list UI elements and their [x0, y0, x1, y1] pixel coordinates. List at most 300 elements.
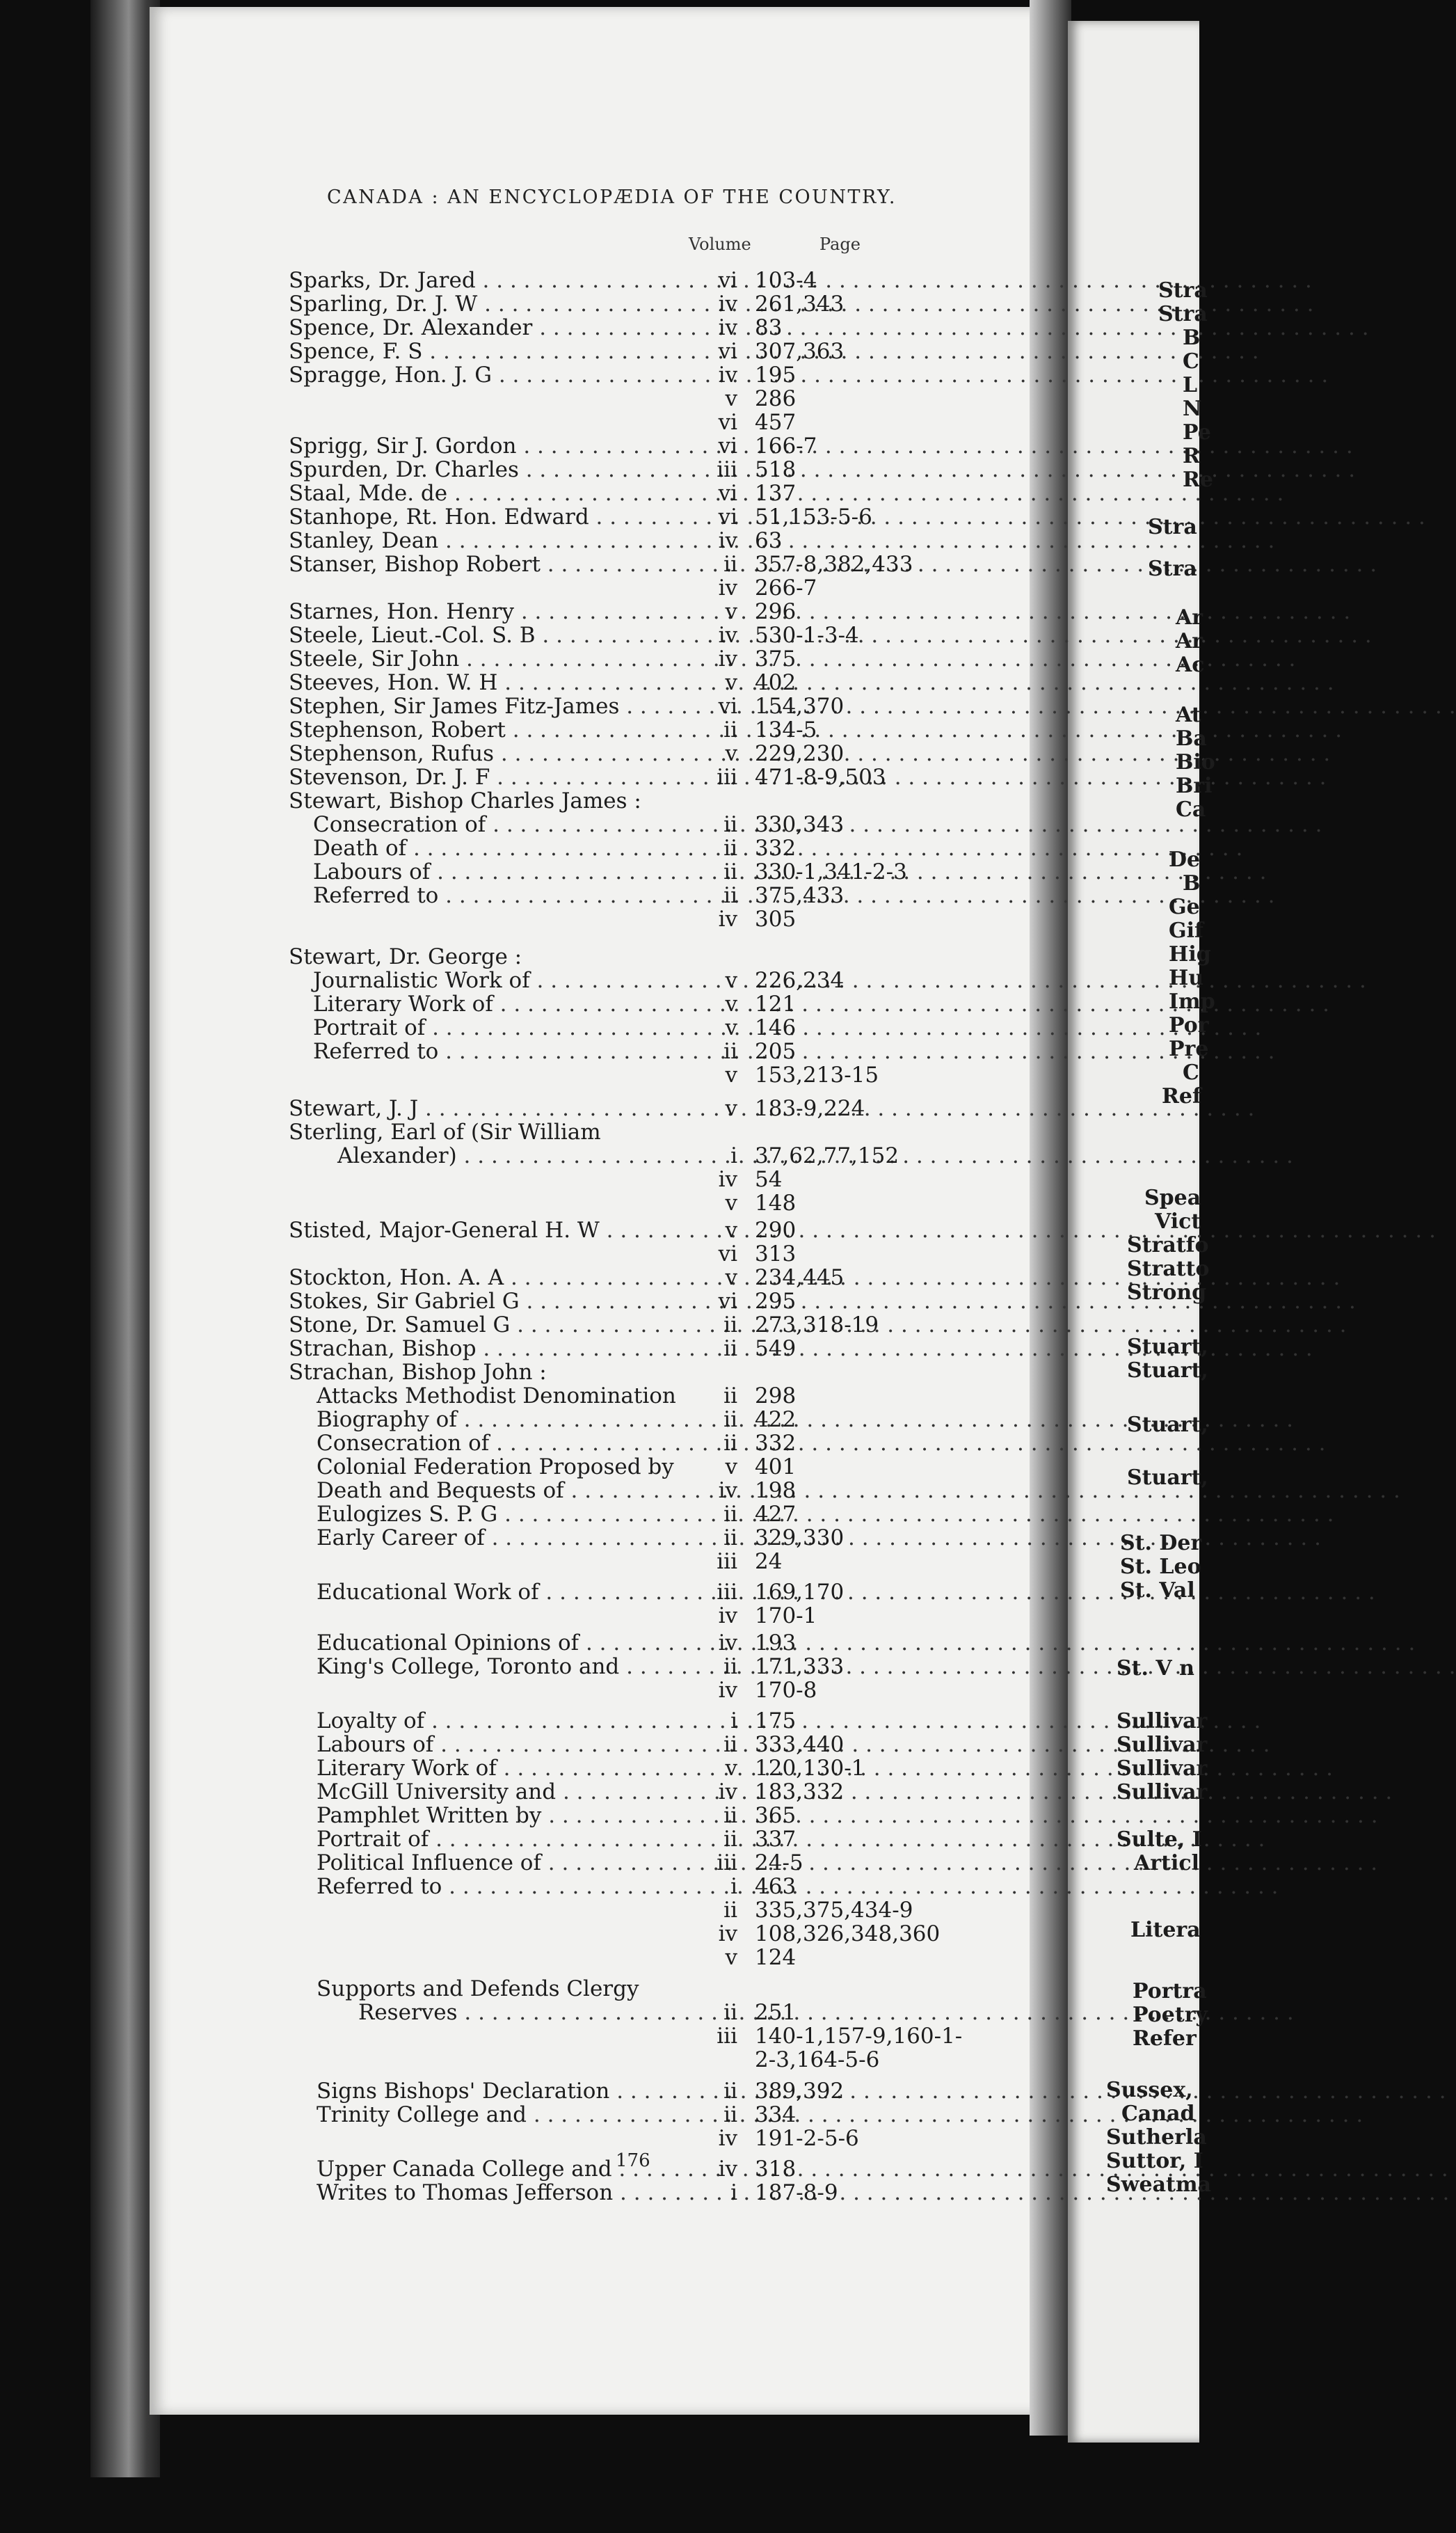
entry-pages: 175 [755, 1708, 797, 1733]
index-entry-row [0, 1407, 1043, 1432]
entry-name: Stevenson, Dr. J. F . . . [289, 765, 685, 790]
right-page-fragment: Pe [1183, 420, 1211, 445]
index-entry-row [0, 2000, 1043, 2025]
entry-volume: v [725, 1096, 737, 1121]
entry-pages: 333,440 [755, 1732, 845, 1757]
entry-name: Pamphlet Written by . . . [317, 1803, 685, 1828]
entry-volume: vi [718, 1241, 737, 1266]
entry-pages: 286 [755, 386, 797, 411]
entry-volume: v [725, 599, 737, 624]
index-entry-row [0, 2024, 1043, 2049]
entry-pages: 171,333 [755, 1654, 845, 1679]
entry-volume: i [730, 2180, 737, 2205]
entry-volume: ii [723, 1039, 737, 1064]
index-entry-row [0, 2102, 1043, 2127]
entry-name: Starnes, Hon. Henry . . . [289, 599, 685, 624]
index-entry-row [0, 1945, 1043, 1970]
entry-pages: 530-1-3-4 [755, 623, 859, 648]
entry-volume: vi [718, 481, 737, 506]
entry-volume: ii [723, 812, 737, 837]
entry-pages: 334 [755, 2102, 797, 2127]
index-entry-row [0, 481, 1043, 506]
entry-pages: 307,363 [755, 339, 845, 364]
index-entry-row [0, 363, 1043, 388]
right-page-fragment: N [1183, 397, 1202, 421]
index-entry-row [0, 2180, 1043, 2205]
entry-volume: v [725, 670, 737, 695]
entry-pages: 518 [755, 457, 797, 482]
index-entry-row [0, 505, 1043, 530]
entry-volume: i [730, 1708, 737, 1733]
index-entry-row [0, 2157, 1043, 2182]
entry-volume: v [725, 1191, 737, 1216]
right-page-fragment: Ca [1176, 797, 1206, 822]
entry-volume: ii [723, 1312, 737, 1337]
entry-volume: iv [718, 2157, 737, 2182]
entry-volume: ii [723, 1336, 737, 1361]
right-page-fragment: Articl [1134, 1851, 1199, 1875]
right-page-fragment: St. Der [1120, 1531, 1202, 1555]
entry-volume: v [725, 1265, 737, 1290]
index-entry-row [0, 859, 1043, 884]
entry-name: Steele, Sir John . . . [289, 646, 685, 672]
right-page-fragment: Stuart, [1127, 1466, 1208, 1490]
entry-pages: 195 [755, 363, 797, 388]
entry-pages: 2-3,164-5-6 [755, 2047, 880, 2072]
index-entry-row [0, 1312, 1043, 1337]
right-page-fragment: Sulte, I [1117, 1827, 1202, 1852]
entry-volume: ii [723, 1803, 737, 1828]
entry-pages: 332 [755, 1431, 797, 1456]
entry-volume: ii [723, 1502, 737, 1527]
entry-name: Strachan, Bishop . . . [289, 1336, 685, 1361]
entry-volume: iv [718, 907, 737, 932]
index-entry-row [0, 1143, 1043, 1168]
entry-name: Sterling, Earl of (Sir William [289, 1120, 601, 1145]
entry-volume: v [725, 992, 737, 1017]
entry-pages: 330-1,341-2-3 [755, 859, 907, 884]
page-number: 176 [616, 2150, 650, 2171]
entry-volume: ii [723, 717, 737, 743]
entry-pages: 329,330 [755, 1525, 845, 1550]
entry-pages: 318 [755, 2157, 797, 2182]
entry-pages: 298 [755, 1383, 797, 1408]
entry-volume: v [725, 1063, 737, 1088]
entry-pages: 153,213-15 [755, 1063, 879, 1088]
index-entry-row [0, 1976, 1043, 2001]
index-entry-row [0, 1827, 1043, 1852]
right-page-fragment: C [1183, 1061, 1199, 1085]
index-entry-row [0, 1654, 1043, 1679]
index-entry-row [0, 717, 1043, 743]
right-page-fragment: Ge [1169, 895, 1200, 919]
index-entry-row [0, 434, 1043, 459]
entry-volume: i [730, 1874, 737, 1899]
entry-volume: v [725, 1945, 737, 1970]
index-entry-row [0, 1289, 1043, 1314]
entry-volume: vi [718, 434, 737, 459]
entry-volume: i [730, 1143, 737, 1168]
index-entry-row [0, 694, 1043, 719]
index-entry-row [0, 1756, 1043, 1781]
entry-pages: 146 [755, 1015, 797, 1040]
index-entry-row [0, 2126, 1043, 2151]
entry-volume: ii [723, 859, 737, 884]
index-entry-row [0, 1265, 1043, 1290]
entry-pages: 37,62,77,152 [755, 1143, 899, 1168]
index-entry-row [0, 292, 1043, 317]
index-entry-row [0, 1779, 1043, 1804]
index-entry-row [0, 1898, 1043, 1923]
entry-pages: 187-8-9 [755, 2180, 838, 2205]
column-header-volume: Volume [689, 235, 751, 254]
right-page-fragment: Stra [1158, 278, 1208, 303]
entry-pages: 63 [755, 528, 783, 553]
right-page-fragment: At [1176, 703, 1201, 727]
entry-volume: iv [718, 575, 737, 601]
entry-volume: ii [723, 1654, 737, 1679]
index-entry-row [0, 575, 1043, 601]
right-page-fragment: Poetry [1133, 2003, 1208, 2027]
right-page-fragment: Refer [1133, 2026, 1197, 2051]
index-entry-row [0, 457, 1043, 482]
entry-pages: 332 [755, 836, 797, 861]
right-page-fragment: Gif [1169, 919, 1203, 943]
right-page-fragment: Hu [1169, 966, 1204, 990]
index-entry-row [0, 1218, 1043, 1243]
entry-name: Early Career of . . . [317, 1525, 685, 1550]
index-entry-row [0, 623, 1043, 648]
entry-name: Staal, Mde. de . . . [289, 481, 685, 506]
right-page-fragment: Stra [1148, 557, 1197, 581]
entry-name: Portrait of . . . [313, 1015, 685, 1040]
right-page-fragment: St. V n [1117, 1656, 1194, 1681]
entry-name: Stanley, Dean . . . [289, 528, 685, 553]
right-page-fragment: Spea [1144, 1186, 1201, 1210]
entry-volume: iv [718, 646, 737, 672]
entry-pages: 290 [755, 1218, 797, 1243]
index-entry-row [0, 410, 1043, 435]
entry-volume: ii [723, 883, 737, 908]
entry-pages: 103-4 [755, 268, 817, 293]
entry-pages: 24 [755, 1549, 783, 1574]
entry-pages: 427 [755, 1502, 797, 1527]
entry-pages: 273,318-19 [755, 1312, 879, 1337]
right-page-fragment: Ac [1176, 653, 1205, 677]
entry-pages: 120,130-1 [755, 1756, 865, 1781]
entry-name: Consecration of . . . [313, 812, 685, 837]
entry-volume: v [725, 968, 737, 993]
entry-pages: 54 [755, 1167, 783, 1192]
entry-name: Strachan, Bishop John : [289, 1360, 547, 1385]
right-page-fragment: Hig [1169, 942, 1211, 967]
index-entry-row [0, 907, 1043, 932]
entry-name: Educational Work of . . . [317, 1580, 685, 1605]
entry-pages: 51,153-5-6 [755, 505, 872, 530]
entry-name: Literary Work of . . . [313, 992, 685, 1017]
index-entry-row [0, 268, 1043, 293]
entry-name: Stokes, Sir Gabriel G . . . [289, 1289, 685, 1314]
entry-volume: iii [717, 1580, 737, 1605]
index-entry-row [0, 1431, 1043, 1456]
index-entry-row [0, 1708, 1043, 1733]
index-entry-row [0, 315, 1043, 340]
entry-name: Colonial Federation Proposed by [317, 1454, 674, 1479]
index-entry-row [0, 599, 1043, 624]
index-entry-row [0, 1063, 1043, 1088]
right-page-fragment: Re [1183, 468, 1214, 492]
entry-pages: 549 [755, 1336, 797, 1361]
index-entry-row [0, 670, 1043, 695]
right-page-fragment: Strong [1127, 1280, 1207, 1305]
index-entry-row [0, 1191, 1043, 1216]
entry-name: King's College, Toronto and . . . [317, 1654, 685, 1679]
right-page-fragment: Ba [1176, 726, 1207, 751]
entry-name: Stephenson, Robert . . . [289, 717, 685, 743]
entry-name: Portrait of . . . [317, 1827, 685, 1852]
entry-name: Biography of . . . [317, 1407, 685, 1432]
right-page-fragment: Stratto [1127, 1257, 1210, 1281]
index-entry-row [0, 1039, 1043, 1064]
entry-volume: vi [718, 268, 737, 293]
entry-volume: iv [718, 315, 737, 340]
entry-name: Spence, Dr. Alexander . . . [289, 315, 685, 340]
index-entry-row [0, 386, 1043, 411]
entry-name: Labours of . . . [313, 859, 685, 884]
index-entry-row [0, 528, 1043, 553]
index-entry-row [0, 1525, 1043, 1550]
entry-name: Educational Opinions of . . . [317, 1630, 685, 1655]
entry-name: Stewart, Bishop Charles James : [289, 788, 641, 813]
index-entry-row [0, 741, 1043, 766]
right-page-fragment: Sullivar [1117, 1780, 1208, 1804]
entry-volume: iii [717, 1850, 737, 1875]
entry-volume: iii [717, 765, 737, 790]
entry-volume: iv [718, 1678, 737, 1703]
entry-pages: 191-2-5-6 [755, 2126, 859, 2151]
index-entry-row [0, 1454, 1043, 1479]
entry-name: Eulogizes S. P. G . . . [317, 1502, 685, 1527]
entry-name: Labours of . . . [317, 1732, 685, 1757]
entry-pages: 148 [755, 1191, 797, 1216]
index-entry-row [0, 883, 1043, 908]
entry-volume: ii [723, 552, 737, 577]
right-page-fragment: L [1183, 373, 1198, 397]
entry-name: Steele, Lieut.-Col. S. B . . . [289, 623, 685, 648]
index-entry-row [0, 646, 1043, 672]
entry-pages: 205 [755, 1039, 797, 1064]
entry-volume: v [725, 1756, 737, 1781]
entry-volume: ii [723, 1732, 737, 1757]
entry-name: Supports and Defends Clergy [317, 1976, 639, 2001]
entry-volume: iv [718, 292, 737, 317]
index-entry-row [0, 1096, 1043, 1121]
entry-volume: ii [723, 836, 737, 861]
entry-pages: 375 [755, 646, 797, 672]
entry-volume: vi [718, 505, 737, 530]
entry-volume: ii [723, 1827, 737, 1852]
right-page-fragment: C [1183, 349, 1199, 374]
entry-name: Upper Canada College and . . . [317, 2157, 685, 2182]
entry-name: Reserves . . . [358, 2000, 685, 2025]
right-page-fragment: Stratfo [1127, 1233, 1209, 1257]
entry-name: Stephenson, Rufus . . . [289, 741, 685, 766]
index-entry-row [0, 1803, 1043, 1828]
entry-pages: 134-5 [755, 717, 817, 743]
right-page-fragment: Stuart, [1127, 1335, 1208, 1359]
index-entry-row [0, 1874, 1043, 1899]
entry-volume: iv [718, 363, 737, 388]
entry-volume: iv [718, 1167, 737, 1192]
right-page-fragment: Stuart, [1127, 1413, 1208, 1437]
index-entry-row [0, 1360, 1043, 1385]
entry-volume: iv [718, 1603, 737, 1628]
entry-pages: 24-5 [755, 1850, 803, 1875]
entry-name: Stanhope, Rt. Hon. Edward . . . [289, 505, 685, 530]
index-entry-row [0, 1630, 1043, 1655]
entry-name: Spence, F. S . . . [289, 339, 685, 364]
entry-name: Death and Bequests of . . . [317, 1478, 685, 1503]
index-entry-row [0, 1336, 1043, 1361]
entry-volume: iv [718, 1921, 737, 1946]
entry-volume: vi [718, 410, 737, 435]
entry-pages: 457 [755, 410, 797, 435]
index-entry-row [0, 1383, 1043, 1408]
entry-name: Attacks Methodist Denomination [317, 1383, 676, 1408]
entry-volume: ii [723, 1431, 737, 1456]
index-entry-row [0, 1603, 1043, 1628]
right-page-fragment: Canad [1121, 2102, 1195, 2126]
entry-pages: 170-8 [755, 1678, 817, 1703]
index-entry-row [0, 992, 1043, 1017]
entry-name: McGill University and . . . [317, 1779, 685, 1804]
entry-pages: 375,433 [755, 883, 845, 908]
index-entry-row [0, 2047, 1043, 2072]
entry-name: Stewart, Dr. George : [289, 944, 522, 969]
entry-name: Loyalty of . . . [317, 1708, 685, 1733]
right-page-fragment: Bio [1176, 750, 1215, 775]
index-entry-row [0, 1580, 1043, 1605]
entry-pages: 193 [755, 1630, 797, 1655]
entry-pages: 169,170 [755, 1580, 845, 1605]
entry-pages: 296 [755, 599, 797, 624]
entry-name: Stephen, Sir James Fitz-James . . . [289, 694, 685, 719]
entry-name: Referred to . . . [313, 1039, 685, 1064]
right-page-fragment: Litera [1130, 1918, 1201, 1942]
entry-pages: 313 [755, 1241, 797, 1266]
entry-name: Sparks, Dr. Jared . . . [289, 268, 685, 293]
entry-pages: 401 [755, 1454, 797, 1479]
index-entry-row [0, 812, 1043, 837]
entry-pages: 295 [755, 1289, 797, 1314]
entry-pages: 137 [755, 481, 797, 506]
entry-volume: v [725, 1218, 737, 1243]
entry-pages: 121 [755, 992, 797, 1017]
right-page-fragment: Imp [1169, 990, 1215, 1014]
entry-volume: v [725, 1454, 737, 1479]
entry-volume: iii [717, 1549, 737, 1574]
entry-volume: iv [718, 623, 737, 648]
index-entry-row [0, 836, 1043, 861]
right-page-fragment: Sweatma [1106, 2173, 1212, 2197]
index-entry-row [0, 1015, 1043, 1040]
entry-pages: 330,343 [755, 812, 845, 837]
index-entry-row [0, 1241, 1043, 1266]
entry-pages: 251 [755, 2000, 797, 2025]
right-page-fragment: De [1169, 848, 1201, 872]
right-page-fragment: Sullivar [1117, 1709, 1208, 1733]
index-entry-row [0, 1732, 1043, 1757]
entry-volume: v [725, 741, 737, 766]
entry-pages: 422 [755, 1407, 797, 1432]
entry-name: Signs Bishops' Declaration . . . [317, 2079, 685, 2104]
entry-volume: v [725, 1015, 737, 1040]
entry-volume: ii [723, 2000, 737, 2025]
entry-name: Stisted, Major-General H. W . . . [289, 1218, 685, 1243]
entry-pages: 471-8-9,503 [755, 765, 886, 790]
right-page-fragment: Por [1169, 1013, 1209, 1038]
entry-volume: vi [718, 1289, 737, 1314]
index-entry-row [0, 765, 1043, 790]
entry-volume: iii [717, 2024, 737, 2049]
entry-name: Spragge, Hon. J. G . . . [289, 363, 685, 388]
entry-pages: 124 [755, 1945, 797, 1970]
entry-pages: 463 [755, 1874, 797, 1899]
right-page-fragment: Suttor, I [1106, 2149, 1203, 2173]
right-page-fragment: Ref [1162, 1084, 1201, 1109]
entry-name: Referred to . . . [317, 1874, 685, 1899]
index-entry-row [0, 339, 1043, 364]
right-page-fragment: Vict [1155, 1209, 1201, 1234]
column-header-page: Page [819, 235, 861, 254]
index-entry-row [0, 1478, 1043, 1503]
entry-pages: 198 [755, 1478, 797, 1503]
index-entry-row [0, 2079, 1043, 2104]
entry-pages: 337 [755, 1827, 797, 1852]
entry-volume: ii [723, 1525, 737, 1550]
index-entry-row [0, 1850, 1043, 1875]
entry-name: Consecration of . . . [317, 1431, 685, 1456]
entry-name: Death of . . . [313, 836, 685, 861]
entry-volume: v [725, 386, 737, 411]
right-page-fragment: Sutherla [1106, 2125, 1207, 2150]
right-page-fragment: Portra [1133, 1979, 1207, 2003]
entry-pages: 83 [755, 315, 783, 340]
index-entry-row [0, 1502, 1043, 1527]
entry-volume: ii [723, 2102, 737, 2127]
entry-volume: iv [718, 1478, 737, 1503]
right-page-fragment: Ar [1176, 629, 1203, 653]
entry-name: Writes to Thomas Jefferson . . . [317, 2180, 685, 2205]
entry-pages: 402 [755, 670, 797, 695]
entry-name: Stockton, Hon. A. A . . . [289, 1265, 685, 1290]
entry-volume: iv [718, 1630, 737, 1655]
entry-volume: ii [723, 1407, 737, 1432]
entry-pages: 170-1 [755, 1603, 817, 1628]
entry-pages: 154,370 [755, 694, 845, 719]
entry-pages: 389,392 [755, 2079, 845, 2104]
entry-name: Sparling, Dr. J. W . . . [289, 292, 685, 317]
right-page-fragment: Sullivar [1117, 1733, 1208, 1757]
right-page-fragment: Bri [1176, 774, 1213, 798]
entry-volume: iv [718, 2126, 737, 2151]
right-page-fragment: Stra [1158, 302, 1208, 326]
entry-name: Stanser, Bishop Robert . . . [289, 552, 685, 577]
entry-name: Trinity College and . . . [317, 2102, 685, 2127]
entry-pages: 183,332 [755, 1779, 845, 1804]
index-entry-row [0, 968, 1043, 993]
entry-name: Steeves, Hon. W. H . . . [289, 670, 685, 695]
